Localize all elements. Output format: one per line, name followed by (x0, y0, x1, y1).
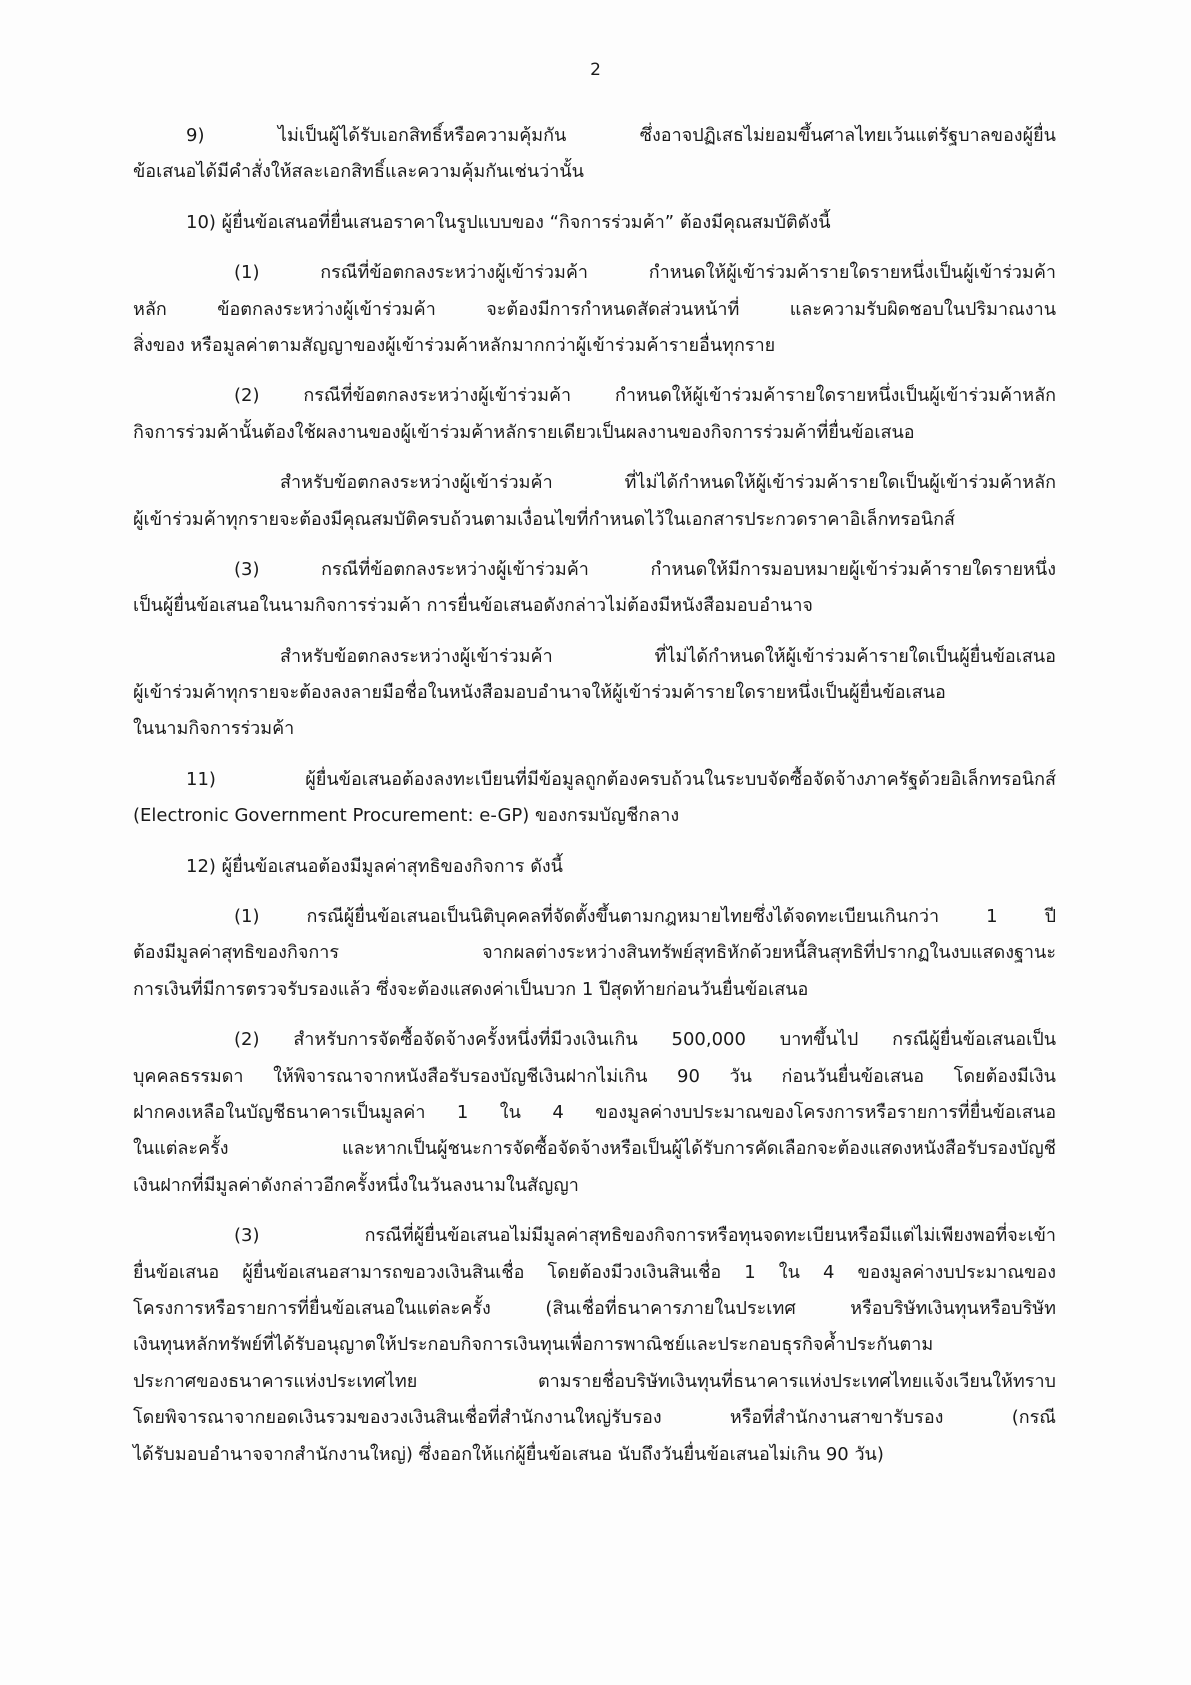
text-line: การเงินที่มีการตรวจรับรองแล้ว ซึ่งจะต้องแสดงค่าเป็นบวก 1 ปีสุดท้ายก่อนวันยื่นข้อเสนอ (133, 978, 809, 1000)
clause-10-3-note (133, 639, 1056, 748)
text-line: (Electronic Government Procurement: e-GP) ของกรมบัญชีกลาง (133, 805, 680, 827)
text-line: ต้องมีมูลค่าสุทธิของกิจการ จากผลต่างระหว่างสินทรัพย์สุทธิหักด้วยหนี้สินสุทธิที่ปรากฏในงบแสดงฐานะ (133, 942, 1056, 964)
clause-9 (133, 118, 1056, 191)
clause-10-2 (133, 378, 1056, 451)
clause-12-3 (133, 1218, 1056, 1473)
clause-11 (133, 762, 1056, 835)
text-line: กิจการร่วมค้านั้นต้องใช้ผลงานของผู้เข้าร่วมค้าหลักรายเดียวเป็นผลงานของกิจการร่วมค้าที่ยื่นข้อเสนอ (133, 421, 915, 443)
text-line: บุคคลธรรมดา ให้พิจารณาจากหนังสือรับรองบัญชีเงินฝากไม่เกิน 90 วัน ก่อนวันยื่นข้อเสนอ โดยต้องมีเงิน (133, 1065, 1056, 1087)
text-line: (3) กรณีที่ผู้ยื่นข้อเสนอไม่มีมูลค่าสุทธิของกิจการหรือทุนจดทะเบียนหรือมีแต่ไม่เพียงพอที่จะเข้า (234, 1225, 1056, 1247)
text-line: ข้อเสนอได้มีคำสั่งให้สละเอกสิทธิ์และความคุ้มกันเช่นว่านั้น (133, 161, 584, 183)
text-line: โครงการหรือรายการที่ยื่นข้อเสนอในแต่ละครั้ง (สินเชื่อที่ธนาคารภายในประเทศ หรือบริษัทเงินทุนหรือบริษัท (133, 1297, 1056, 1319)
text-line: เงินทุนหลักทรัพย์ที่ได้รับอนุญาตให้ประกอบกิจการเงินทุนเพื่อการพาณิชย์และประกอบธุรกิจค้ำประกันตาม (133, 1334, 934, 1356)
text-line: (3) กรณีที่ข้อตกลงระหว่างผู้เข้าร่วมค้า กำหนดให้มีการมอบหมายผู้เข้าร่วมค้ารายใดรายหนึ่ง (234, 558, 1056, 580)
text-line: สิ่งของ หรือมูลค่าตามสัญญาของผู้เข้าร่วมค้าหลักมากกว่าผู้เข้าร่วมค้ารายอื่นทุกราย (133, 334, 776, 356)
clause-10 (133, 205, 1056, 241)
clause-10-2-note (133, 465, 1056, 538)
page-number: 2 (590, 60, 601, 80)
text-line: (1) กรณีที่ข้อตกลงระหว่างผู้เข้าร่วมค้า กำหนดให้ผู้เข้าร่วมค้ารายใดรายหนึ่งเป็นผู้เข้าร่วมค้า (234, 262, 1056, 284)
text-line: 12) ผู้ยื่นข้อเสนอต้องมีมูลค่าสุทธิของกิจการ ดังนี้ (186, 855, 563, 877)
text-line: ได้รับมอบอำนาจจากสำนักงานใหญ่) ซึ่งออกให้แก่ผู้ยื่นข้อเสนอ นับถึงวันยื่นข้อเสนอไม่เกิน 90 วัน) (133, 1443, 884, 1465)
text-line: 11) ผู้ยื่นข้อเสนอต้องลงทะเบียนที่มีข้อมูลถูกต้องครบถ้วนในระบบจัดซื้อจัดจ้างภาครัฐด้วยอิเล็กทรอนิกส์ (186, 768, 1056, 790)
text-line: ฝากคงเหลือในบัญชีธนาคารเป็นมูลค่า 1 ใน 4 ของมูลค่างบประมาณของโครงการหรือรายการที่ยื่นข้อเสนอ (133, 1101, 1056, 1123)
text-line: 10) ผู้ยื่นข้อเสนอที่ยื่นเสนอราคาในรูปแบบของ “กิจการร่วมค้า” ต้องมีคุณสมบัติดังนี้ (186, 211, 831, 233)
text-line: สำหรับข้อตกลงระหว่างผู้เข้าร่วมค้า ที่ไม่ได้กำหนดให้ผู้เข้าร่วมค้ารายใดเป็นผู้เข้าร่วมค้าหลัก (280, 472, 1056, 494)
text-line: (1) กรณีผู้ยื่นข้อเสนอเป็นนิติบุคคลที่จัดตั้งขึ้นตามกฎหมายไทยซึ่งได้จดทะเบียนเกินกว่า 1 ปี (234, 906, 1056, 928)
text-line: โดยพิจารณาจากยอดเงินรวมของวงเงินสินเชื่อที่สำนักงานใหญ่รับรอง หรือที่สำนักงานสาขารับรอง (กรณี (133, 1407, 1056, 1429)
text-line: สำหรับข้อตกลงระหว่างผู้เข้าร่วมค้า ที่ไม่ได้กำหนดให้ผู้เข้าร่วมค้ารายใดเป็นผู้ยื่นข้อเสนอ (280, 645, 1056, 667)
clause-12 (133, 849, 1056, 885)
text-line: หลัก ข้อตกลงระหว่างผู้เข้าร่วมค้า จะต้องมีการกำหนดสัดส่วนหน้าที่ และความรับผิดชอบในปริมาณงาน (133, 298, 1056, 320)
text-line: ผู้เข้าร่วมค้าทุกรายจะต้องลงลายมือชื่อในหนังสือมอบอำนาจให้ผู้เข้าร่วมค้ารายใดรายหนึ่งเป็นผู้ยื่นข้อเสนอ (133, 682, 946, 704)
text-line: ในแต่ละครั้ง และหากเป็นผู้ชนะการจัดซื้อจัดจ้างหรือเป็นผู้ได้รับการคัดเลือกจะต้องแสดงหนังสือรับรองบัญชี (133, 1138, 1056, 1160)
text-line: เป็นผู้ยื่นข้อเสนอในนามกิจการร่วมค้า การยื่นข้อเสนอดังกล่าวไม่ต้องมีหนังสือมอบอำนาจ (133, 595, 813, 617)
text-line: เงินฝากที่มีมูลค่าดังกล่าวอีกครั้งหนึ่งในวันลงนามในสัญญา (133, 1174, 579, 1196)
clause-10-3 (133, 552, 1056, 625)
clause-12-1 (133, 899, 1056, 1008)
text-line: (2) กรณีที่ข้อตกลงระหว่างผู้เข้าร่วมค้า กำหนดให้ผู้เข้าร่วมค้ารายใดรายหนึ่งเป็นผู้เข้าร่วมค้าหลัก (234, 385, 1056, 407)
document-body (133, 118, 1056, 1487)
text-line: ผู้เข้าร่วมค้าทุกรายจะต้องมีคุณสมบัติครบถ้วนตามเงื่อนไขที่กำหนดไว้ในเอกสารประกวดราคาอิเล็กทรอนิกส์ (133, 508, 955, 530)
clause-10-1 (133, 255, 1056, 364)
clause-12-2 (133, 1022, 1056, 1204)
text-line: ในนามกิจการร่วมค้า (133, 718, 295, 740)
text-line: (2) สำหรับการจัดซื้อจัดจ้างครั้งหนึ่งที่มีวงเงินเกิน 500,000 บาทขึ้นไป กรณีผู้ยื่นข้อเสนอเป็น (234, 1029, 1056, 1051)
text-line: ประกาศของธนาคารแห่งประเทศไทย ตามรายชื่อบริษัทเงินทุนที่ธนาคารแห่งประเทศไทยแจ้งเวียนให้ทราบ (133, 1370, 1056, 1392)
text-line: ยื่นข้อเสนอ ผู้ยื่นข้อเสนอสามารถขอวงเงินสินเชื่อ โดยต้องมีวงเงินสินเชื่อ 1 ใน 4 ของมูลค่างบประมาณของ (133, 1261, 1056, 1283)
text-line: 9) ไม่เป็นผู้ได้รับเอกสิทธิ์หรือความคุ้มกัน ซึ่งอาจปฏิเสธไม่ยอมขึ้นศาลไทยเว้นแต่รัฐบาลของผู้ยื่น (186, 125, 1056, 146)
